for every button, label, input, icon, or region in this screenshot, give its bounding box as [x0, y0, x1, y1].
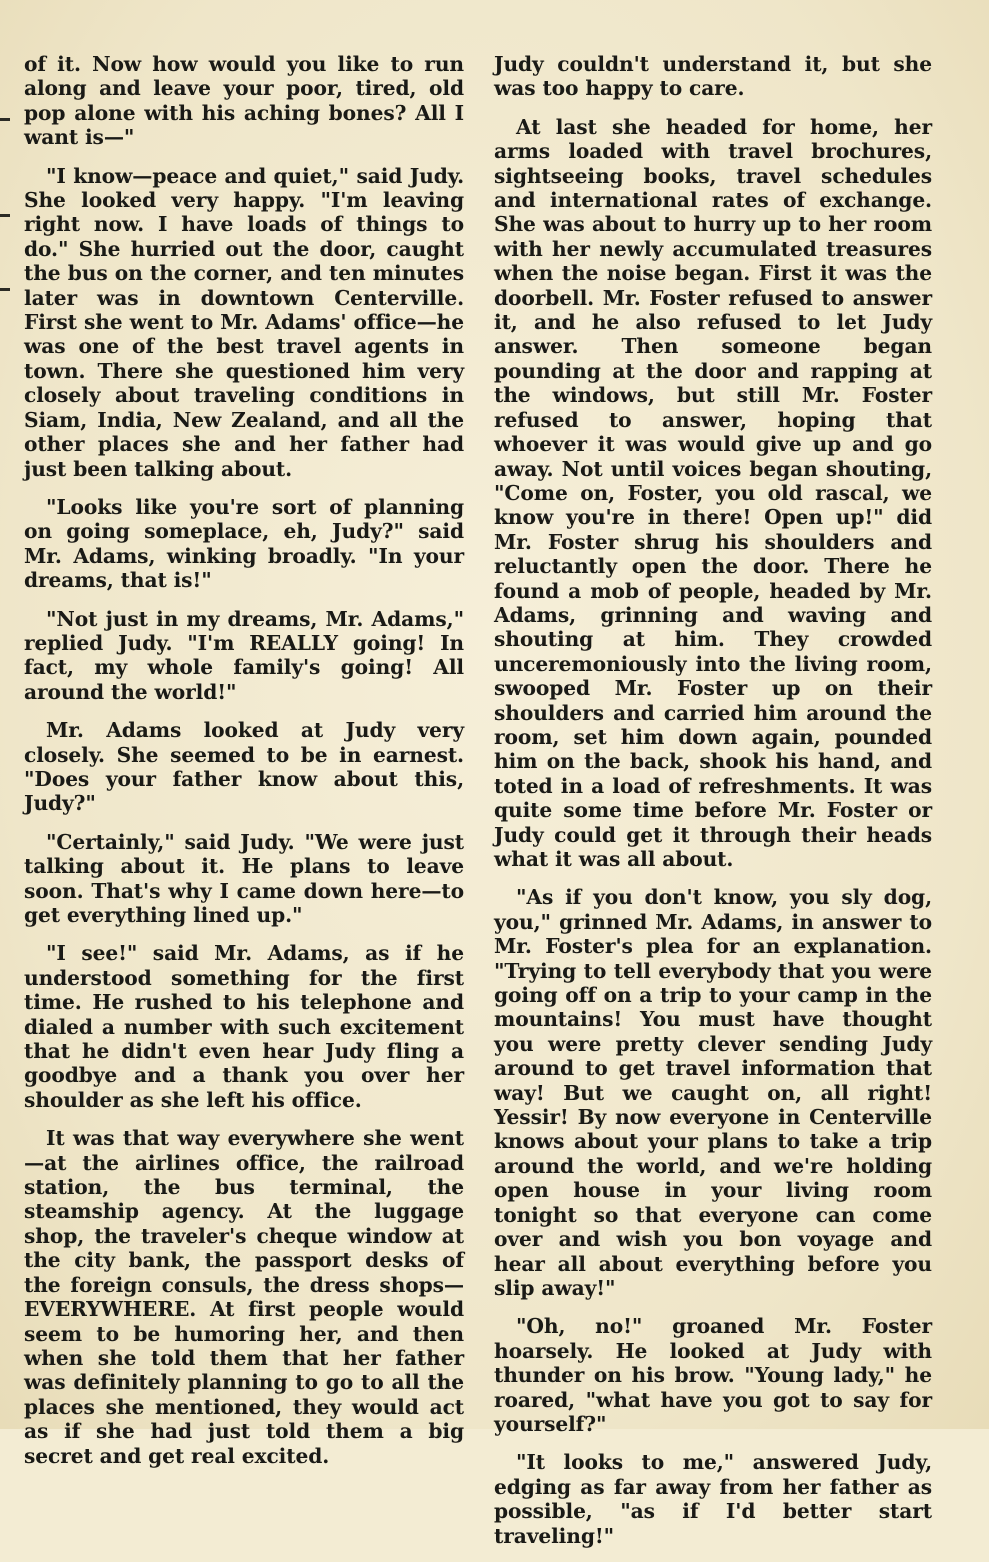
paragraph: "Looks like you're sort of planning on going someplace, eh, Judy?" said Mr. Adams, winking broadly. "In your dreams, that is!": [24, 494, 464, 593]
paragraph: It was that way everywhere she went—at the airlines office, the railroad station, the bus terminal, the steamship agency. At the luggage shop, the traveler's cheque window at the city bank, the passport desks of the foreign consuls, the dress shops—EVERYWHERE. At first people would seem to be humoring her, and then when she told them that her father was definitely planning to go to all the places she mentioned, they would act as if she had just told them a big secret and get real excited.: [24, 1126, 464, 1468]
right-text-column: [494, 52, 932, 1562]
left-text-column: [24, 52, 464, 1482]
paragraph: "Oh, no!" groaned Mr. Foster hoarsely. He looked at Judy with thunder on his brow. "Young lady," he roared, "what have you got to say for yourself?": [494, 1314, 932, 1436]
paragraph: "Certainly," said Judy. "We were just talking about it. He plans to leave soon. That's why I came down here—to get everything lined up.": [24, 829, 464, 927]
paragraph: Mr. Adams looked at Judy very closely. She seemed to be in earnest. "Does your father know about this, Judy?": [24, 718, 464, 816]
paragraph: "I see!" said Mr. Adams, as if he understood something for the first time. He rushed to his telephone and dialed a number with such excitement that he didn't even hear Judy fling a goodbye and a thank you over her shoulder as she left his office.: [24, 941, 464, 1112]
paragraph: of it. Now how would you like to run along and leave your poor, tired, old pop alone with his aching bones? All I want is—": [24, 52, 464, 150]
paragraph: "It looks to me," answered Judy, edging as far away from her father as possible, "as if I'd better start traveling!": [494, 1450, 932, 1548]
paragraph: Judy couldn't understand it, but she was too happy to care.: [494, 52, 932, 101]
paragraph: "I know—peace and quiet," said Judy. She looked very happy. "I'm leaving right now. I have loads of things to do." She hurried out the door, caught the bus on the corner, and ten minutes later was in downtown Centerville. First she went to Mr. Adams' office—he was one of the best travel agents in town. There she questioned him very closely about traveling conditions in Siam, India, New Zealand, and all the other places she and her father had just been talking about.: [24, 163, 464, 481]
paragraph: "Not just in my dreams, Mr. Adams," replied Judy. "I'm REALLY going! In fact, my whole family's going! All around the world!": [24, 606, 464, 704]
print-edge-mark: [0, 288, 10, 291]
print-edge-mark: [0, 214, 10, 217]
paragraph: "As if you don't know, you sly dog, you," grinned Mr. Adams, in answer to Mr. Foster's plea for an explanation. "Trying to tell everybody that you were going off on a trip to your camp in the mountains! You must have thought you were pretty clever sending Judy around to get travel information that way! But we caught on, all right! Yessir! By now everyone in Centerville knows about your plans to take a trip around the world, and we're holding open house in your living room tonight so that everyone can come over and wish you bon voyage and hear all about everything before you slip away!": [494, 885, 932, 1300]
print-edge-mark: [0, 118, 10, 121]
paragraph: At last she headed for home, her arms loaded with travel brochures, sightseeing books, travel schedules and international rates of exchange. She was about to hurry up to her room with her newly accumulated treasures when the noise began. First it was the doorbell. Mr. Foster refused to answer it, and he also refused to let Judy answer. Then someone began pounding at the door and rapping at the windows, but still Mr. Foster refused to answer, hoping that whoever it was would give up and go away. Not until voices began shouting, "Come on, Foster, you old rascal, we know you're in there! Open up!" did Mr. Foster shrug his shoulders and reluctantly open the door. There he found a mob of people, headed by Mr. Adams, grinning and waving and shouting at him. They crowded unceremoniously into the living room, swooped Mr. Foster up on their shoulders and carried him around the room, set him down again, pounded him on the back, shook his hand, and toted in a load of refreshments. It was quite some time before Mr. Foster or Judy could get it through their heads what it was all about.: [494, 114, 932, 871]
